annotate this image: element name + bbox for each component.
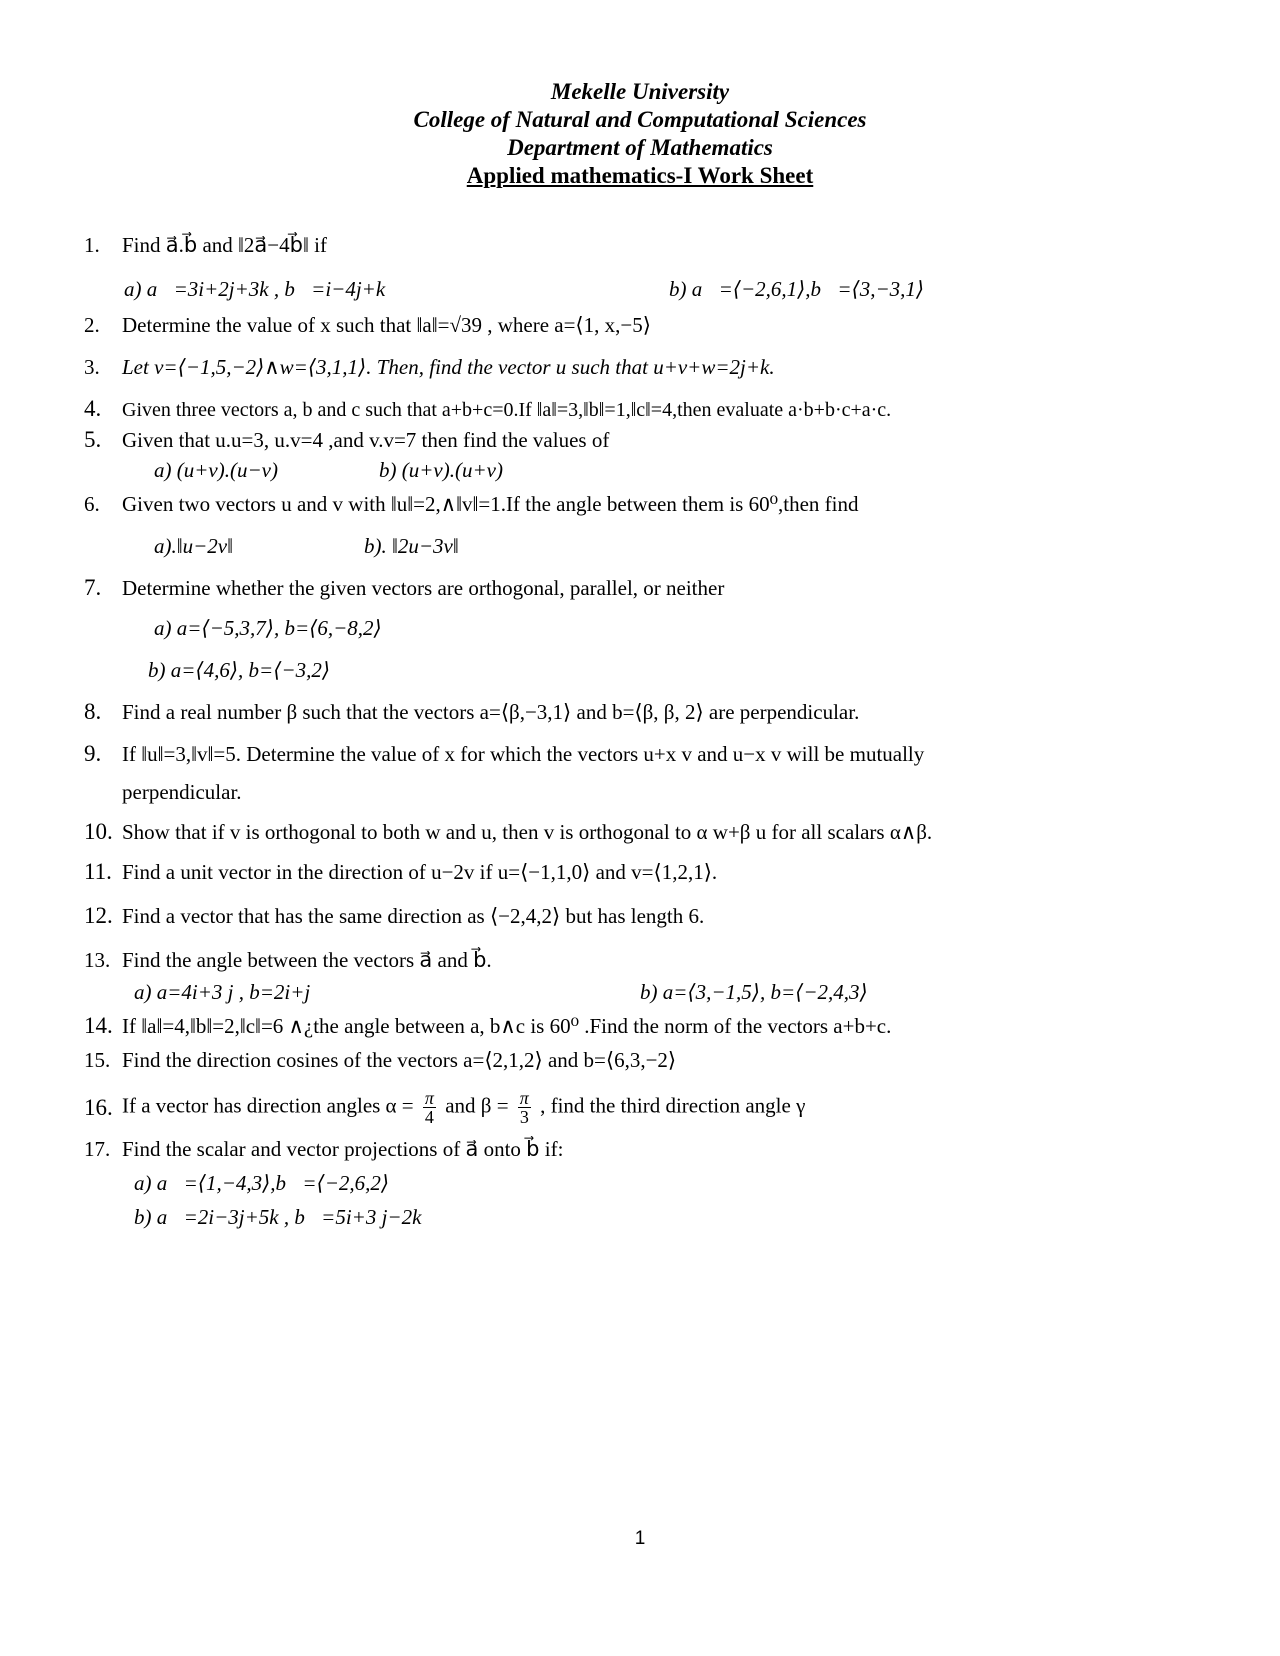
question-6 (84, 489, 1204, 519)
question-text: Find the angle between the vectors a⃗ and b⃗. (122, 948, 492, 972)
question-number: 11. (84, 859, 112, 884)
question-9 (84, 739, 1204, 769)
fraction-denominator: 3 (519, 1107, 529, 1127)
question-number: 10. (84, 819, 113, 844)
question-text-continued: perpendicular. (122, 780, 242, 804)
worksheet-title: Applied mathematics-I Work Sheet (466, 163, 814, 188)
question-1 (84, 230, 1204, 260)
question-text: Given three vectors a, b and c such that a+b+c=0.If ‖a‖=3,‖b‖=1,‖c‖=4,then evaluate a·b+b·c+a·c. (122, 399, 892, 421)
part-b: b) a⃗=⟨−2,6,1⟩,b⃗=⟨3,−3,1⟩ (669, 277, 925, 301)
question-15 (84, 1045, 1204, 1075)
question-number: 2. (84, 313, 100, 337)
question-text: Find the scalar and vector projections of a⃗ onto b⃗ if: (122, 1137, 564, 1161)
question-number: 4. (84, 396, 102, 421)
part-a: a) a=⟨−5,3,7⟩, b=⟨6,−8,2⟩ (154, 616, 382, 640)
question-7-part-a (84, 613, 1204, 643)
question-17 (84, 1134, 1204, 1164)
question-3 (84, 352, 1204, 382)
question-text: Find a unit vector in the direction of u−2v if u=⟨−1,1,0⟩ and v=⟨1,2,1⟩. (122, 860, 718, 884)
question-9-continued (84, 777, 1204, 807)
question-5 (84, 425, 1204, 455)
question-text-end: , find the third direction angle γ (540, 1093, 806, 1118)
page-number: 1 (634, 1528, 646, 1549)
question-number: 9. (84, 741, 102, 766)
question-number: 15. (84, 1048, 111, 1072)
question-13-parts (84, 977, 1204, 1007)
question-2 (84, 310, 1204, 340)
worksheet-header (0, 78, 1280, 190)
question-text: Given two vectors u and v with ‖u‖=2,∧‖v‖=1.If the angle between them is 60⁰,then find (122, 492, 859, 516)
question-6-parts (84, 531, 1204, 561)
question-number: 7. (84, 575, 102, 600)
question-text: Show that if v is orthogonal to both w and u, then v is orthogonal to α w+β u for all scalars α∧β. (122, 820, 933, 844)
question-13 (84, 945, 1204, 975)
university-name: Mekelle University (550, 79, 730, 104)
question-7-part-b (84, 655, 1204, 685)
fraction-pi-over-3 (518, 1089, 531, 1126)
question-1-parts (84, 274, 1204, 304)
question-17-part-a (84, 1168, 1204, 1198)
question-14 (84, 1011, 1204, 1041)
part-b: b). ‖2u−3v‖ (364, 534, 459, 558)
part-a: a) a=4i+3 j , b=2i+j (134, 980, 311, 1004)
fraction-pi-over-4 (423, 1089, 436, 1126)
question-text: Find a vector that has the same direction as ⟨−2,4,2⟩ but has length 6. (122, 904, 705, 928)
question-10 (84, 817, 1204, 847)
part-a: a).‖u−2v‖ (154, 534, 234, 558)
question-text: Find the direction cosines of the vectors a=⟨2,1,2⟩ and b=⟨6,3,−2⟩ (122, 1048, 677, 1072)
question-number: 8. (84, 699, 102, 724)
part-b: b) a=⟨3,−1,5⟩, b=⟨−2,4,3⟩ (640, 980, 868, 1004)
question-number: 3. (84, 355, 100, 379)
question-5-parts (84, 455, 1204, 485)
question-17-part-b (84, 1202, 1204, 1232)
college-name: College of Natural and Computational Sciences (413, 107, 867, 132)
question-text: Given that u.u=3, u.v=4 ,and v.v=7 then find the values of (122, 428, 610, 452)
question-text: If ‖u‖=3,‖v‖=5. Determine the value of x for which the vectors u+x v and u−x v will be mutually (122, 742, 925, 766)
part-b: b) a⃗=2i−3j+5k , b⃗=5i+3 j−2k (134, 1205, 422, 1229)
part-b: b) (u+v).(u+v) (379, 458, 503, 482)
fraction-numerator: π (424, 1088, 434, 1108)
question-number: 16. (84, 1094, 113, 1120)
question-4 (84, 394, 1204, 425)
question-list (84, 230, 1204, 1232)
question-16 (84, 1089, 1204, 1126)
question-7 (84, 573, 1204, 603)
question-number: 12. (84, 903, 113, 928)
question-text: Let v=⟨−1,5,−2⟩∧w=⟨3,1,1⟩. Then, find the vector u such that u+v+w=2j+k. (122, 355, 775, 379)
question-text: Find a real number β such that the vectors a=⟨β,−3,1⟩ and b=⟨β, β, 2⟩ are perpendicular. (122, 700, 860, 724)
question-number: 6. (84, 492, 100, 516)
part-b: b) a=⟨4,6⟩, b=⟨−3,2⟩ (148, 658, 331, 682)
question-text: Find a⃗.b⃗ and ‖2a⃗−4b⃗‖ if (122, 233, 327, 257)
question-number: 17. (84, 1137, 111, 1161)
question-number: 14. (84, 1013, 113, 1038)
fraction-denominator: 4 (424, 1107, 434, 1127)
question-11 (84, 857, 1204, 887)
part-a: a) a⃗=⟨1,−4,3⟩,b⃗=⟨−2,6,2⟩ (134, 1171, 390, 1195)
question-number: 13. (84, 948, 111, 972)
part-a: a) a⃗=3i+2j+3k , b⃗=i−4j+k (124, 277, 386, 301)
department-name: Department of Mathematics (507, 135, 773, 160)
question-8 (84, 697, 1204, 727)
question-text-start: If a vector has direction angles α = (122, 1093, 414, 1118)
question-text (122, 1089, 1204, 1126)
question-text: Determine whether the given vectors are orthogonal, parallel, or neither (122, 576, 725, 600)
question-number: 1. (84, 233, 100, 257)
question-12 (84, 901, 1204, 931)
fraction-numerator: π (519, 1088, 529, 1108)
question-text: If ‖a‖=4,‖b‖=2,‖c‖=6 ∧¿the angle between a, b∧c is 60⁰ .Find the norm of the vectors a+b+c. (122, 1014, 892, 1038)
question-text-middle: and β = (445, 1093, 509, 1118)
question-text: Determine the value of x such that ‖a‖=√39 , where a=⟨1, x,−5⟩ (122, 313, 651, 337)
question-number: 5. (84, 427, 102, 452)
part-a: a) (u+v).(u−v) (154, 458, 278, 482)
